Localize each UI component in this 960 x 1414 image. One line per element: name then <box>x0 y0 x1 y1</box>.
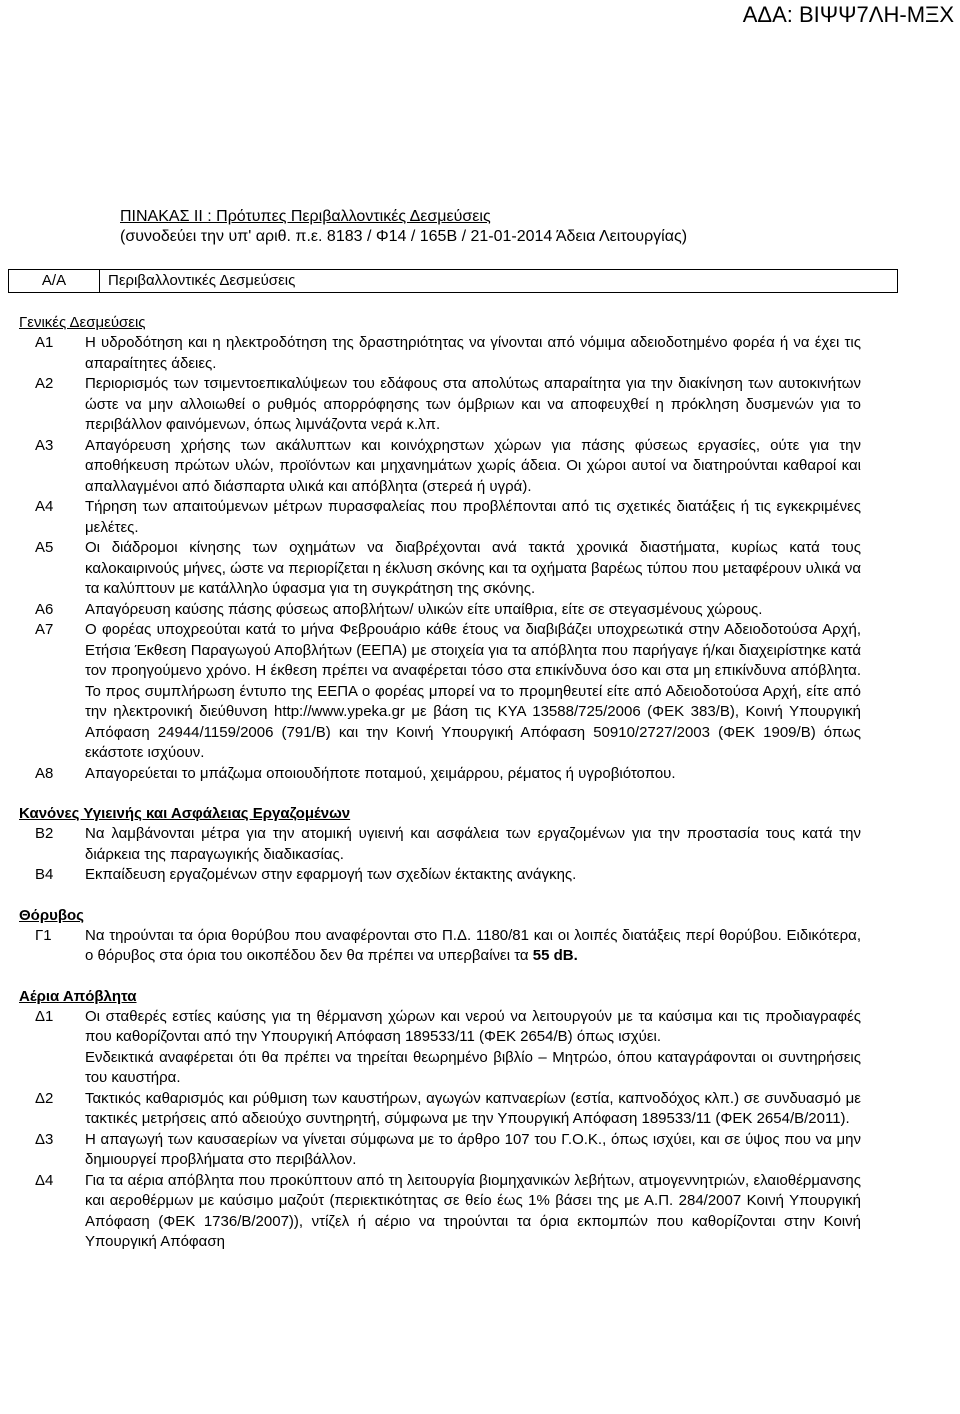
list-item <box>0 620 960 764</box>
item-text <box>85 926 861 967</box>
document-body <box>0 313 960 1253</box>
section-health <box>0 824 960 886</box>
table-header <box>8 269 898 293</box>
section-air <box>0 1007 960 1253</box>
list-item <box>0 333 960 374</box>
item-text: Τήρηση των απαιτούμενων μέτρων πυρασφαλείας που προβλέπονται από τις σχετικές διατάξεις ή τις εγκεκριμένες μελέτες. <box>85 498 861 536</box>
item-code: Β4 <box>35 866 54 883</box>
item-text <box>85 1007 861 1089</box>
item-text: Απαγόρευση καύσης πάσης φύσεως αποβλήτων/ υλικών είτε υπαίθρια, είτε σε στεγασμένους χώρους. <box>85 600 763 618</box>
section-title-noise: Θόρυβος <box>19 906 84 924</box>
item-text: Τακτικός καθαρισμός και ρύθμιση των καυστήρων, αγωγών καπναερίων (εστία, καπνοδόχος κλπ.) σε συνδυασμό με τακτικές μετρήσεις από αδειούχο συντηρητή, σύμφωνα με την Υπουργική Απόφαση 189533/11 (ΦΕΚ 2654/Β/2011). <box>85 1089 861 1127</box>
item-text: Εκπαίδευση εργαζομένων στην εφαρμογή των σχεδίων έκτακτης ανάγκης. <box>85 866 577 883</box>
list-item <box>0 374 960 436</box>
list-item <box>0 1130 960 1171</box>
list-item <box>0 538 960 600</box>
item-text: Απαγόρευση χρήσης των ακάλυπτων και κοινόχρηστων χώρων για πάσης φύσεως εργασίες, ούτε για την αποθήκευση πρώτων υλών, προϊόντων και μηχανημάτων χωρίς άδεια. Οι χώροι αυτοί να διατηρούνται καθαροί και απαλλαγμένοι από διάσπαρτα υλικά και απόβλητα (στερεά ή υγρά). <box>85 436 861 495</box>
item-code: Α6 <box>35 600 54 618</box>
section-noise <box>0 926 960 967</box>
list-item <box>0 824 960 865</box>
section-title-general: Γενικές Δεσμεύσεις <box>19 314 146 331</box>
item-code: Α5 <box>35 539 54 556</box>
list-item <box>0 1007 960 1089</box>
item-code: Γ1 <box>35 926 52 944</box>
column-header-commitments: Περιβαλλοντικές Δεσμεύσεις <box>108 272 296 289</box>
item-code: Δ2 <box>35 1089 54 1107</box>
item-text: Η υδροδότηση και η ηλεκτροδότηση της δραστηριότητας να γίνονται από νόμιμα αδειοδοτημένο φορέα ή να έχει τις απαραίτητες άδειες. <box>85 334 861 372</box>
item-paragraph: Ενδεικτικά αναφέρεται ότι θα πρέπει να τηρείται θεωρημένο βιβλίο – Μητρώο, όπου καταγράφονται οι συντηρήσεις του καυστήρα. <box>85 1048 861 1086</box>
item-code: Α2 <box>35 375 54 392</box>
item-code: Δ1 <box>35 1007 54 1025</box>
list-item <box>0 1089 960 1130</box>
list-item <box>0 436 960 498</box>
item-text: Ο φορέας υποχρεούται κατά το μήνα Φεβρουάριο κάθε έτους να διαβιβάζει υποχρεωτικά στην Αδειοδοτούσα Αρχή, Ετήσια Έκθεση Παραγωγού Αποβλήτων (ΕΕΠΑ) με στοιχεία για τα απόβλητα που παρήγαγε ή/και διαχειρίστηκε κατά τον προηγούμενο χρόνο. Η έκθεση πρέπει να αναφέρεται τόσο στα επικίνδυνα όσο και στα μη επικίνδυνα απόβλητα. Το προς συμπλήρωση έντυπο της ΕΕΠΑ ο φορέας μπορεί να το προμηθευτεί είτε από Αδειοδοτούσα Αρχή, είτε από την ηλεκτρονική διεύθυνση http://www.ypeka.gr με βάση τις ΚΥΑ 13588/725/2006 (ΦΕΚ 383/Β), Κοινή Υπουργική Απόφαση 24944/1159/2006 (791/Β) και την Κοινή Υπουργική Απόφαση 50910/2727/2003 (ΦΕΚ 1909/Β) όπως εκάστοτε ισχύουν. <box>85 621 861 761</box>
list-item <box>0 497 960 538</box>
column-header-aa: Α/Α <box>9 270 100 292</box>
item-text: Η απαγωγή των καυσαερίων να γίνεται σύμφωνα με το άρθρο 107 του Γ.Ο.Κ., όπως ισχύει, και σε ύψος που να μην δημιουργεί προβλήματα στο περιβάλλον. <box>85 1130 861 1168</box>
list-item <box>0 926 960 967</box>
list-item <box>0 600 960 621</box>
item-code: Α3 <box>35 436 54 454</box>
item-code: Α8 <box>35 764 54 782</box>
section-title-air: Αέρια Απόβλητα <box>19 987 137 1005</box>
title-subtitle: (συνοδεύει την υπ' αριθ. π.ε. 8183 / Φ14 / 165Β / 21-01-2014 Άδεια Λειτουργίας) <box>120 228 688 245</box>
ada-code: ΑΔΑ: ΒΙΨΨ7ΛΗ-ΜΞΧ <box>742 2 954 27</box>
item-paragraph: Οι σταθερές εστίες καύσης για τη θέρμανση χώρων και νερού να λειτουργούν με τα καύσιμα και τις προδιαγραφές που καθορίζονται από την Υπουργική Απόφαση 189533/11 (ΦΕΚ 2654/Β) όπως ισχύει. <box>85 1007 861 1045</box>
item-code: Α4 <box>35 498 54 515</box>
document-title <box>120 207 840 247</box>
list-item <box>0 865 960 886</box>
item-text: Οι διάδρομοι κίνησης των οχημάτων να διαβρέχονται ανά τακτά χρονικά διαστήματα, κυρίως κατά τους καλοκαιρινούς μήνες, ώστε να περιορίζεται η έκλυση σκόνης και τα οχήματα βαρέως τύπου που μεταφέρουν υλικά να τα καλύπτουν με κατάλληλο ύφασμα για τη συγκράτηση της σκόνης. <box>85 539 861 597</box>
list-item <box>0 1171 960 1253</box>
item-text-main: Να τηρούνται τα όρια θορύβου που αναφέρονται στο Π.Δ. 1180/81 και οι λοιπές διατάξεις περί θορύβου. Ειδικότερα, ο θόρυβος στα όρια του οικοπέδου δεν θα πρέπει να υπερβαίνει τα <box>85 926 861 964</box>
item-code: Β2 <box>35 825 54 842</box>
noise-limit: 55 dB. <box>532 947 578 964</box>
item-code: Δ4 <box>35 1171 54 1189</box>
list-item <box>0 764 960 785</box>
item-code: Α7 <box>35 621 54 638</box>
section-general <box>0 333 960 784</box>
item-text: Περιορισμός των τσιμεντοεπικαλύψεων του εδάφους στα απολύτως απαραίτητα για την διακίνηση των αυτοκινήτων ώστε να μην αλλοιωθεί ο ρυθμός απορρόφησης των όμβριων και να αποφευχθεί η πρόκληση δυσμενών για το περιβάλλον φαινόμενων, όπως λιμνάζοντα νερά κ.λπ. <box>85 375 861 433</box>
item-text: Απαγορεύεται το μπάζωμα οποιουδήποτε ποταμού, χειμάρρου, ρέματος ή υγροβιότοπου. <box>85 764 676 782</box>
title-main: ΠΙΝΑΚΑΣ ΙΙ : Πρότυπες Περιβαλλοντικές Δεσμεύσεις <box>120 208 491 225</box>
section-title-health: Κανόνες Υγιεινής και Ασφάλειας Εργαζομένων <box>19 805 351 822</box>
item-code: Α1 <box>35 334 54 351</box>
item-code: Δ3 <box>35 1130 54 1148</box>
item-text: Να λαμβάνονται μέτρα για την ατομική υγιεινή και ασφάλεια των εργαζομένων για την προστασία τους κατά την διάρκεια της παραγωγικής διαδικασίας. <box>85 825 861 863</box>
item-text: Για τα αέρια απόβλητα που προκύπτουν από τη λειτουργία βιομηχανικών λεβήτων, ατμογεννητριών, ελαιοθέρμανσης και αεροθέρμων με καύσιμο μαζούτ (περιεκτικότητας σε θείο έως 1% βάσει της με Α.Π. 284/2007 Κοινή Υπουργική Απόφαση (ΦΕΚ 1736/Β/2007)), ντίζελ ή αέριο να τηρούνται τα όρια εκπομπών που καθορίζονται στην Κοινή Υπουργική Απόφαση <box>85 1171 861 1250</box>
